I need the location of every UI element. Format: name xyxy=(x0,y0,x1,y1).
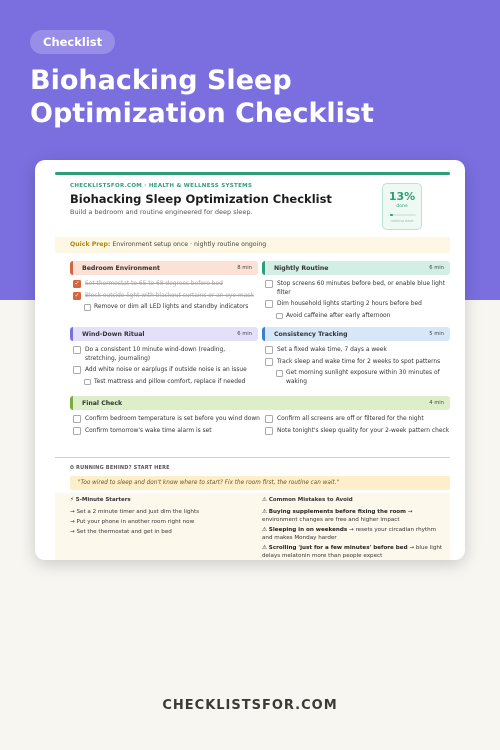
running-behind-quote: "Too wired to sleep and don't know where to start? Fix the room first, the routine can wait." xyxy=(70,476,450,490)
checklist-item-label: Track sleep and wake time for 2 weeks to spot patterns xyxy=(277,358,441,365)
brand-label: CHECKLISTSFOR.COM · HEALTH & WELLNESS SYSTEMS xyxy=(70,183,253,189)
checklist-item-label: Block outside light with blackout curtains or an eye mask xyxy=(85,292,254,299)
checklist-item[interactable] xyxy=(262,280,450,297)
section-wind-down-ritual xyxy=(70,327,258,386)
checklist-item-label: Test mattress and pillow comfort, replace if needed xyxy=(94,378,246,385)
checklist-item-label: Do a consistent 10 minute wind-down (reading, stretching, journaling) xyxy=(85,347,226,362)
progress-done-label: done xyxy=(396,204,408,209)
checkbox[interactable] xyxy=(276,370,283,377)
checkbox[interactable] xyxy=(73,415,81,423)
quick-prep-label: Quick Prep: xyxy=(70,241,111,248)
quick-prep-bar xyxy=(55,237,450,253)
checkbox[interactable] xyxy=(265,300,273,308)
section-consistency-tracking xyxy=(262,327,450,386)
checklist-item[interactable] xyxy=(70,346,258,363)
tips-panel xyxy=(55,493,450,560)
checklist-item[interactable] xyxy=(262,300,450,309)
mistake-detail: → resets your circadian rhythm and makes Monday harder xyxy=(262,527,437,541)
checklist-item[interactable] xyxy=(262,358,450,367)
section-header[interactable] xyxy=(262,261,450,275)
checkbox[interactable] xyxy=(265,427,273,435)
section-nightly-routine xyxy=(262,261,450,320)
section-title: Wind-Down Ritual xyxy=(82,330,145,338)
checklist-item[interactable] xyxy=(70,415,262,424)
checkbox[interactable] xyxy=(265,358,273,366)
starter-item: → Set a 2 minute timer and just dim the lights xyxy=(70,509,200,515)
checkbox[interactable] xyxy=(73,366,81,374)
warning-icon: ⚠ xyxy=(262,509,269,515)
checklist-item[interactable] xyxy=(70,366,258,375)
progress-bar-fill xyxy=(390,214,393,216)
checklist-item[interactable] xyxy=(70,280,258,289)
section-time: 8 min xyxy=(237,265,252,271)
checklist-item[interactable] xyxy=(70,427,262,436)
section-divider xyxy=(55,457,450,458)
mistake-item xyxy=(262,544,447,560)
section-time: 6 min xyxy=(237,331,252,337)
checklist-item-label: Stop screens 60 minutes before bed, or enable blue light filter xyxy=(277,281,445,296)
running-behind-heading: ⏱ RUNNING BEHIND? START HERE xyxy=(70,465,170,471)
section-header[interactable] xyxy=(262,327,450,341)
checklist-item-label: Set a fixed wake time, 7 days a week xyxy=(277,347,387,353)
checklist-item-label: Confirm bedroom temperature is set before you wind down xyxy=(85,416,260,422)
checklist-item[interactable] xyxy=(262,415,450,424)
quick-prep-text: Environment setup once · nightly routine ongoing xyxy=(112,241,267,248)
checkbox-checked[interactable]: ✓ xyxy=(74,291,80,299)
checkbox[interactable] xyxy=(265,280,273,288)
checklist-item[interactable] xyxy=(82,303,258,312)
checklist-item-label: Note tonight's sleep quality for your 2-week pattern check xyxy=(277,427,450,434)
section-title: Consistency Tracking xyxy=(274,330,348,338)
footer-brand[interactable]: CHECKLISTSFOR.COM xyxy=(162,698,338,713)
checkbox[interactable] xyxy=(265,346,273,354)
card-accent-bar xyxy=(55,172,450,175)
checklist-item[interactable] xyxy=(274,312,450,321)
progress-bar xyxy=(390,214,416,216)
mistake-title: Sleeping in on weekends xyxy=(268,527,348,533)
section-title: Final Check xyxy=(82,399,123,407)
category-pill[interactable]: Checklist xyxy=(30,30,115,54)
checklist-item[interactable] xyxy=(262,346,450,355)
progress-badge xyxy=(382,183,422,230)
checklist-item[interactable] xyxy=(82,378,258,387)
checkbox-checked[interactable]: ✓ xyxy=(74,280,80,287)
section-bedroom-environment xyxy=(70,261,258,312)
mistake-title: Scrolling 'just for a few minutes' before bed xyxy=(268,545,408,551)
section-header[interactable] xyxy=(70,261,258,275)
starter-item: → Set the thermostat and get in bed xyxy=(70,529,172,535)
starters-column xyxy=(70,497,250,538)
progress-percent: 13% xyxy=(388,190,416,203)
section-header[interactable] xyxy=(70,396,450,410)
warning-icon: ⚠ xyxy=(262,527,269,533)
doc-title: Biohacking Sleep Optimization Checklist xyxy=(70,192,332,206)
checklist-item-label: Avoid caffeine after early afternoon xyxy=(286,312,391,319)
mistake-item xyxy=(262,526,447,542)
section-header[interactable] xyxy=(70,327,258,341)
hero-title: Biohacking Sleep Optimization Checklist xyxy=(30,65,374,129)
checkbox[interactable] xyxy=(84,379,91,386)
mistakes-heading: ⚠ Common Mistakes to Avoid xyxy=(262,497,353,503)
checklist-item-label: Get morning sunlight exposure within 30 minutes of waking xyxy=(286,370,440,385)
checklist-item-label: Add white noise or earplugs if outside noise is an issue xyxy=(85,367,247,374)
starter-item: → Put your phone in another room right now xyxy=(70,519,195,525)
checkbox[interactable] xyxy=(84,304,91,311)
checklist-item[interactable] xyxy=(262,427,450,436)
section-title: Nightly Routine xyxy=(274,264,329,272)
checkbox[interactable] xyxy=(73,427,81,435)
checkbox[interactable] xyxy=(276,313,283,320)
warning-icon: ⚠ xyxy=(262,545,269,551)
checkbox[interactable] xyxy=(73,346,81,354)
checkbox[interactable] xyxy=(265,415,273,423)
mistake-title: Buying supplements before fixing the room xyxy=(268,509,406,515)
checklist-item-label: Remove or dim all LED lights and standby indicators xyxy=(94,304,249,311)
checklist-card xyxy=(35,160,465,560)
checklist-item-label: Confirm all screens are off or filtered for the night xyxy=(277,416,424,422)
doc-subtitle: Build a bedroom and routine engineered for deep sleep. xyxy=(70,208,253,216)
progress-sub-label: making ease xyxy=(390,219,414,223)
checklist-item-label: Dim household lights starting 2 hours before bed xyxy=(277,301,422,308)
section-time: 4 min xyxy=(429,400,444,406)
mistakes-column xyxy=(262,497,447,560)
section-time: 5 min xyxy=(429,331,444,337)
checklist-item[interactable] xyxy=(70,292,258,301)
section-time: 6 min xyxy=(429,265,444,271)
section-title: Bedroom Environment xyxy=(82,264,160,272)
checklist-item-label: Confirm tomorrow's wake time alarm is set xyxy=(85,427,212,434)
checklist-item[interactable] xyxy=(274,369,450,386)
mistake-detail: → environment changes are free and higher impact xyxy=(262,509,413,523)
mistake-detail: → blue light delays melatonin more than people expect xyxy=(262,545,443,559)
starters-heading: ⚡ 5-Minute Starters xyxy=(70,497,131,503)
section-final-check xyxy=(70,396,450,435)
checklist-item-label: Set thermostat to 65 to 68 degrees before bed xyxy=(85,281,223,287)
mistake-item xyxy=(262,508,447,524)
